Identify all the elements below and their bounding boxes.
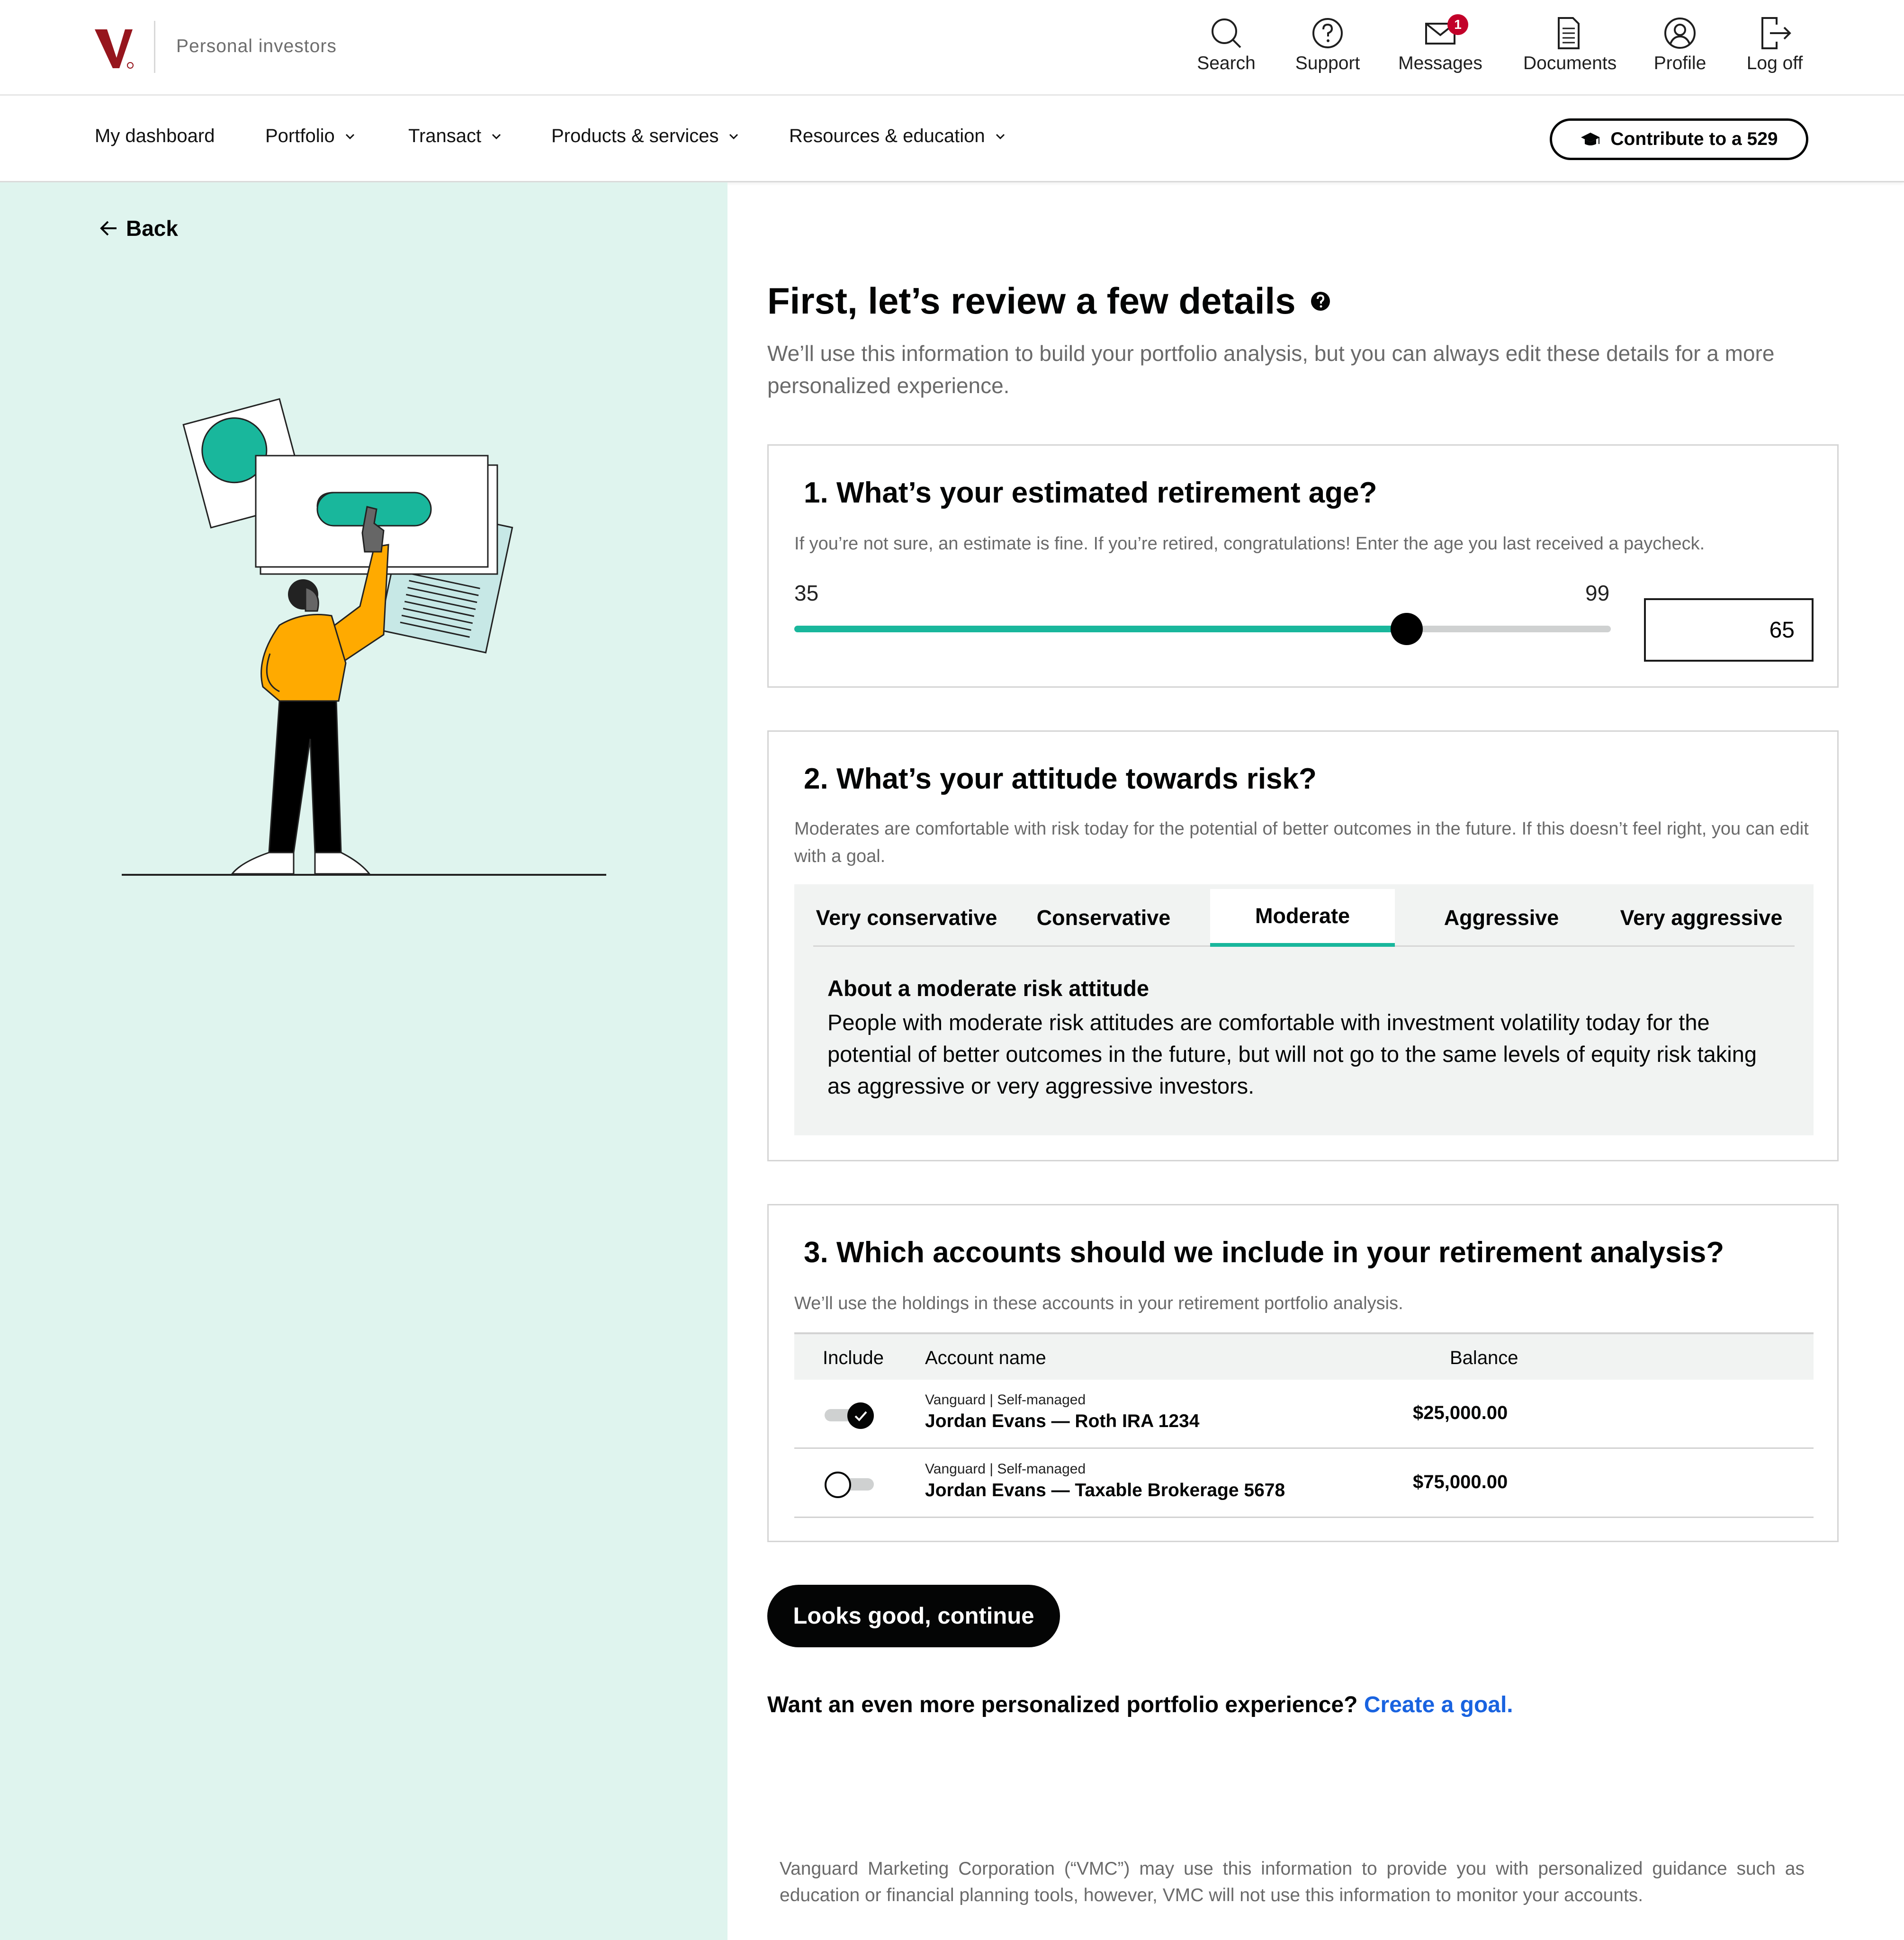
nav-label: Portfolio [265, 126, 335, 146]
tab-very-aggressive[interactable] [1608, 889, 1795, 947]
table-row [794, 1380, 1814, 1449]
toggle-knob [825, 1472, 851, 1498]
question-icon [1309, 14, 1347, 52]
logout-icon [1756, 14, 1794, 52]
vmc-disclaimer: Vanguard Marketing Corporation (“VMC”) may use this information to provide you with personalized guidance such as education or financial planning tools, however, VMC will not use this information to monitor your accounts. [780, 1859, 1805, 1905]
account-name: Jordan Evans — Roth IRA 1234 [925, 1411, 1200, 1431]
q1-title: 1. What’s your estimated retirement age? [804, 476, 1377, 509]
tab-label: Very aggressive [1620, 906, 1783, 930]
nav-transact[interactable] [408, 126, 503, 147]
user-icon [1661, 14, 1699, 52]
table-row [794, 1449, 1814, 1518]
slider-max-label: 99 [1585, 581, 1610, 605]
tab-very-conservative[interactable] [813, 889, 1000, 947]
account-provider: Vanguard | Self-managed [925, 1392, 1086, 1408]
goal-prompt-text: Want an even more personalized portfolio experience? [767, 1692, 1358, 1717]
q2-description: Moderates are comfortable with risk today for the potential of better outcomes in the future. If this doesn’t feel right, you can edit with a goal. [794, 819, 1809, 866]
col-balance: Balance [1450, 1347, 1518, 1368]
q2-title: 2. What’s your attitude towards risk? [804, 763, 1317, 795]
risk-about-body: People with moderate risk attitudes are comfortable with investment volatility today for the potential of better outcomes in the future, but will not go to the same levels of equity risk taking as aggressive or very aggressive investors. [827, 1010, 1757, 1098]
checkmark-icon [847, 1402, 874, 1429]
chevron-down-icon [343, 130, 357, 143]
chevron-down-icon [994, 130, 1007, 143]
contribute-529-button[interactable] [1550, 118, 1808, 160]
tab-conservative[interactable] [1011, 889, 1196, 947]
toggle-knob [847, 1402, 874, 1429]
person-pressing-button-illustration [118, 388, 616, 900]
support-button[interactable] [1283, 14, 1373, 74]
account-balance: $25,000.00 [1413, 1402, 1508, 1423]
back-label: Back [126, 216, 178, 241]
tab-label: Very conservative [816, 906, 997, 930]
vanguard-logo[interactable] [93, 25, 138, 72]
nav-label: Resources & education [789, 126, 985, 146]
page-title [767, 279, 1331, 323]
col-account-name: Account name [925, 1347, 1046, 1368]
help-icon[interactable] [1310, 291, 1331, 312]
include-toggle-off[interactable] [825, 1472, 874, 1495]
page-title-text: First, let’s review a few details [767, 280, 1296, 322]
site-tagline: Personal investors [176, 36, 337, 56]
nav-portfolio[interactable] [265, 126, 357, 147]
top-header [0, 0, 1904, 96]
tab-label: Moderate [1255, 904, 1350, 928]
messages-count-badge: 1 [1447, 14, 1468, 35]
create-goal-prompt [767, 1692, 1513, 1718]
profile-button[interactable] [1635, 14, 1725, 74]
include-toggle-on[interactable] [825, 1402, 874, 1426]
nav-my-dashboard[interactable] [95, 126, 215, 147]
profile-label: Profile [1653, 53, 1706, 73]
retirement-age-slider[interactable] [794, 626, 1611, 632]
tab-label: Conservative [1036, 906, 1171, 930]
risk-tabs-panel [794, 884, 1814, 1135]
search-label: Search [1197, 53, 1256, 73]
search-button[interactable] [1181, 14, 1271, 74]
accounts-card [767, 1204, 1839, 1542]
slider-min-label: 35 [794, 581, 819, 605]
documents-button[interactable] [1523, 14, 1617, 74]
nav-products-services[interactable] [551, 126, 740, 147]
tab-label: Aggressive [1444, 906, 1559, 930]
nav-label: My dashboard [95, 126, 215, 146]
account-provider: Vanguard | Self-managed [925, 1461, 1086, 1477]
nav-label: Products & services [551, 126, 719, 146]
q3-title: 3. Which accounts should we include in your retirement analysis? [804, 1236, 1724, 1269]
risk-tabs [813, 889, 1795, 947]
retirement-age-card [767, 444, 1839, 688]
accounts-table-header [794, 1332, 1814, 1380]
back-link[interactable] [98, 216, 178, 241]
slider-fill [794, 626, 1407, 632]
support-label: Support [1295, 53, 1360, 73]
logoff-button[interactable] [1730, 14, 1820, 74]
page-subtitle: We’ll use this information to build your portfolio analysis, but you can always edit these details for a more personalized experience. [767, 341, 1775, 398]
account-name: Jordan Evans — Taxable Brokerage 5678 [925, 1480, 1285, 1500]
risk-attitude-card [767, 730, 1839, 1161]
nav-resources-education[interactable] [789, 126, 1007, 147]
q3-description: We’ll use the holdings in these accounts in your retirement portfolio analysis. [794, 1293, 1403, 1313]
chevron-down-icon [490, 130, 503, 143]
slider-thumb[interactable] [1391, 613, 1423, 645]
contribute-label: Contribute to a 529 [1610, 129, 1778, 149]
messages-label: Messages [1398, 53, 1482, 73]
graduation-cap-icon [1580, 129, 1601, 150]
logoff-label: Log off [1746, 53, 1803, 73]
main-nav [0, 97, 1904, 182]
chevron-down-icon [727, 130, 740, 143]
create-goal-link[interactable]: Create a goal. [1364, 1692, 1513, 1717]
document-icon [1549, 14, 1587, 52]
logo-divider [154, 21, 155, 73]
messages-button[interactable] [1395, 14, 1485, 74]
arrow-left-icon [98, 217, 119, 239]
retirement-age-input[interactable] [1644, 598, 1814, 662]
account-balance: $75,000.00 [1413, 1472, 1508, 1492]
nav-label: Transact [408, 126, 482, 146]
tab-aggressive[interactable] [1409, 889, 1594, 947]
tab-moderate[interactable] [1210, 889, 1395, 947]
col-include: Include [823, 1347, 884, 1368]
search-icon [1207, 14, 1245, 52]
risk-about-heading: About a moderate risk attitude [827, 976, 1149, 1001]
continue-button[interactable]: Looks good, continue [767, 1585, 1060, 1647]
documents-label: Documents [1523, 53, 1617, 73]
q1-description: If you’re not sure, an estimate is fine. If you’re retired, congratulations! Enter the age you last received a paycheck. [794, 534, 1705, 554]
